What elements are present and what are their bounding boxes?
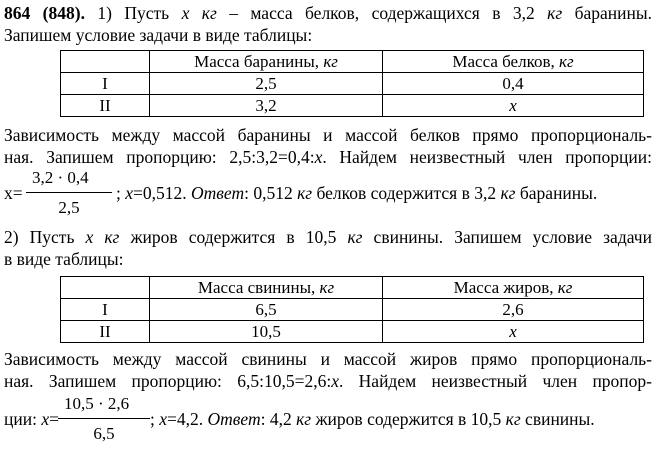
table-row [61, 299, 644, 321]
table-header-row [61, 277, 644, 299]
pork-table [60, 276, 644, 343]
table-header-row [61, 51, 644, 73]
result-line: ; x=4,2. Ответ: 4,2 кг жиров содержится в 10,5 кг свинины. [150, 409, 595, 429]
table-header: Масса жиров, кг [383, 277, 644, 299]
table-header: Масса баранины, кг [150, 51, 383, 73]
fraction-bar [26, 192, 112, 193]
fraction-numerator: 3,2 · 0,4 [32, 168, 89, 187]
text-line: Зависимость между массой свинины и массой жиров прямо пропорциональ- [4, 349, 652, 369]
text-line: Запишем условие задачи в виде таблицы: [4, 25, 313, 45]
table-cell: I [61, 73, 150, 95]
text-line: ная. Запишем пропорцию: 2,5:3,2=0,4:x. Найдем неизвестный член пропорции: [4, 147, 652, 167]
mutton-table [60, 50, 644, 117]
table-cell: 3,2 [150, 95, 383, 117]
fraction [58, 394, 150, 446]
fraction-bar [58, 418, 150, 419]
table-cell: 0,4 [383, 73, 644, 95]
table-cell [61, 51, 150, 73]
problem-heading-line: 864 (848). 1) Пусть x кг – масса белков, содержащихся в 3,2 кг баранины. [4, 3, 653, 23]
table-cell: x [383, 95, 644, 117]
fraction-numerator: 10,5 · 2,6 [64, 394, 130, 413]
fraction [26, 168, 112, 220]
formula-lhs: ции: x= [4, 409, 59, 429]
table-cell [61, 277, 150, 299]
problem-number: 864 (848). [4, 3, 85, 23]
table-row [61, 95, 644, 117]
text-line: ная. Запишем пропорцию: 6,5:10,5=2,6:x. Найдем неизвестный член пропор- [4, 371, 653, 391]
text-line: в виде таблицы: [4, 249, 124, 269]
table-header: Масса белков, кг [383, 51, 644, 73]
table-cell: 2,5 [150, 73, 383, 95]
answer-word: Ответ [207, 409, 261, 429]
table-cell: I [61, 299, 150, 321]
table-cell: 2,6 [383, 299, 644, 321]
table-header: Масса свинины, кг [150, 277, 383, 299]
table-cell: II [61, 321, 150, 343]
answer-word: Ответ [191, 183, 245, 203]
result-line: ; x=0,512. Ответ: 0,512 кг белков содержится в 3,2 кг баранины. [116, 183, 598, 203]
fraction-denominator: 2,5 [58, 198, 80, 217]
text-line: Зависимость между массой баранины и массой белков прямо пропорциональ- [4, 125, 652, 145]
text-line: 2) Пусть x кг жиров содержится в 10,5 кг свинины. Запишем условие задачи [4, 227, 652, 247]
table-cell: 6,5 [150, 299, 383, 321]
table-cell: II [61, 95, 150, 117]
fraction-denominator: 6,5 [93, 424, 115, 443]
table-cell: x [383, 321, 644, 343]
table-row [61, 321, 644, 343]
table-cell: 10,5 [150, 321, 383, 343]
formula-lhs: x= [4, 183, 23, 203]
table-row [61, 73, 644, 95]
